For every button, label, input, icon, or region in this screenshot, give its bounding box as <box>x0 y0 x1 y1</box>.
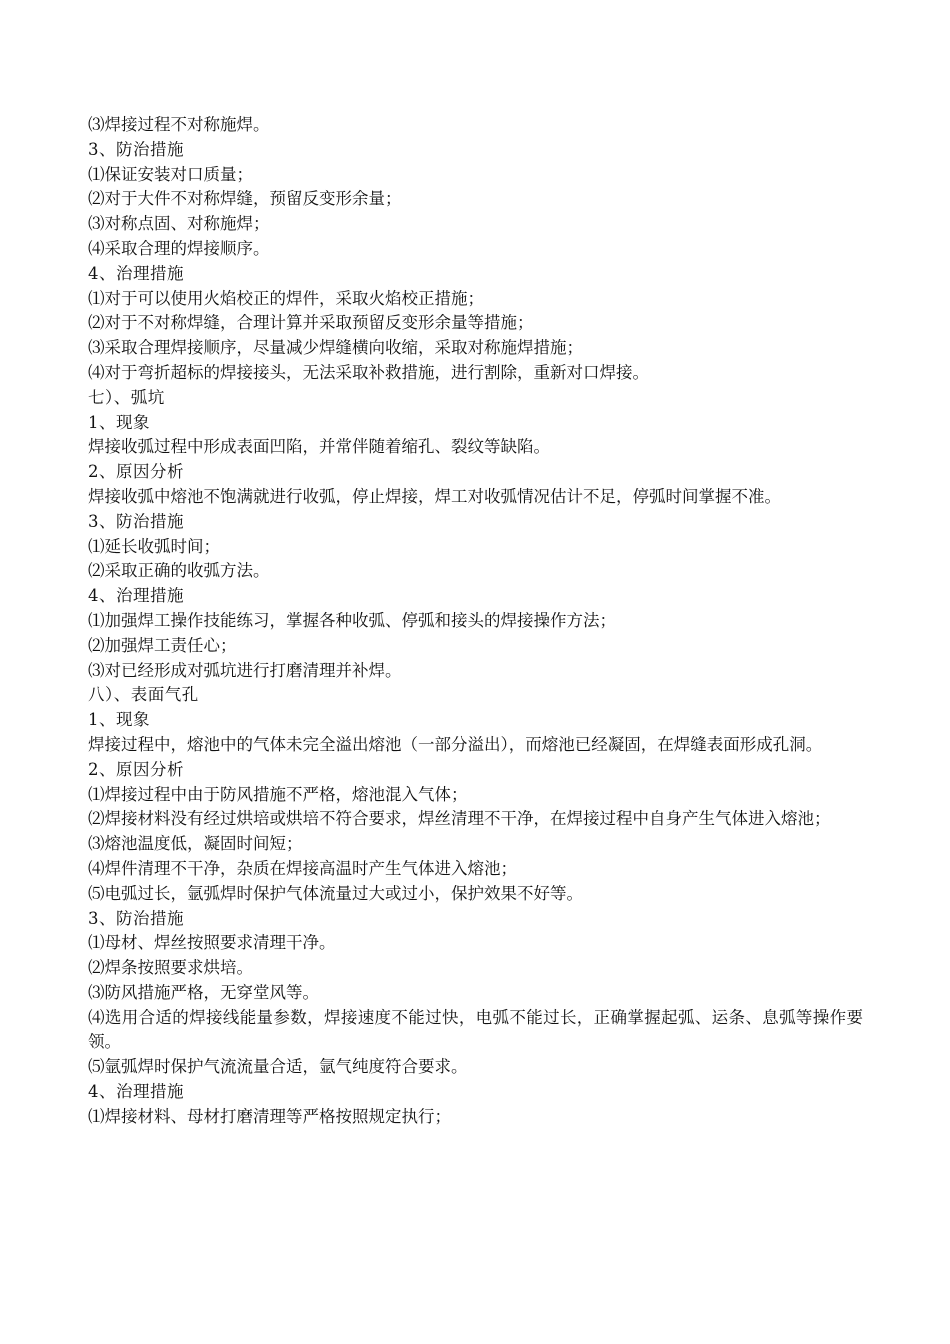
list-item: ⑵焊接材料没有经过烘培或烘培不符合要求，焊丝清理不干净，在焊接过程中自身产生气体进入熔池； <box>88 809 831 829</box>
list-item: ⑴延长收弧时间； <box>88 536 220 556</box>
section-heading: 4、治理措施 <box>88 263 184 283</box>
list-item: ⑸电弧过长，氩弧焊时保护气体流量过大或过小，保护效果不好等。 <box>88 883 583 903</box>
section-heading: 3、防治措施 <box>88 139 184 159</box>
list-item: ⑴对于可以使用火焰校正的焊件，采取火焰校正措施； <box>88 288 484 308</box>
section-heading: 3、防治措施 <box>88 908 184 928</box>
list-item: ⑸氩弧焊时保护气流流量合适，氩气纯度符合要求。 <box>88 1057 468 1077</box>
list-item: ⑴焊接过程中由于防风措施不严格，熔池混入气体； <box>88 784 468 804</box>
section-heading: 2、原因分析 <box>88 759 184 779</box>
list-item: ⑶防风措施严格，无穿堂风等。 <box>88 982 319 1002</box>
list-item: ⑵焊条按照要求烘培。 <box>88 958 253 978</box>
section-heading: 3、防治措施 <box>88 511 184 531</box>
chapter-heading: 七）、弧坑 <box>88 387 165 407</box>
list-item: ⑵采取正确的收弧方法。 <box>88 561 270 581</box>
paragraph: 焊接收弧过程中形成表面凹陷，并常伴随着缩孔、裂纹等缺陷。 <box>88 437 550 457</box>
list-item: ⑴母材、焊丝按照要求清理干净。 <box>88 933 336 953</box>
list-item: ⑵对于不对称焊缝，合理计算并采取预留反变形余量等措施； <box>88 313 534 333</box>
paragraph: 焊接收弧中熔池不饱满就进行收弧，停止焊接，焊工对收弧情况估计不足，停弧时间掌握不准。 <box>88 486 781 506</box>
section-heading: 4、治理措施 <box>88 1082 184 1102</box>
list-item: ⑶对称点固、对称施焊； <box>88 214 270 234</box>
list-item: ⑷采取合理的焊接顺序。 <box>88 238 270 258</box>
section-heading: 1、现象 <box>88 710 150 730</box>
document-page <box>88 113 863 1130</box>
list-item: ⑷选用合适的焊接线能量参数，焊接速度不能过快，电弧不能过长，正确掌握起弧、运条、息弧等操作要领。 <box>88 1007 863 1052</box>
list-item: ⑴焊接材料、母材打磨清理等严格按照规定执行； <box>88 1106 451 1126</box>
list-item: ⑶采取合理焊接顺序，尽量减少焊缝横向收缩，采取对称施焊措施； <box>88 338 583 358</box>
list-item: ⑵对于大件不对称焊缝，预留反变形余量； <box>88 189 402 209</box>
list-item: ⑶对已经形成对弧坑进行打磨清理并补焊。 <box>88 660 402 680</box>
section-heading: 1、现象 <box>88 412 150 432</box>
section-heading: 2、原因分析 <box>88 462 184 482</box>
list-item: ⑵加强焊工责任心； <box>88 635 237 655</box>
list-item: ⑷对于弯折超标的焊接接头，无法采取补救措施，进行割除，重新对口焊接。 <box>88 362 649 382</box>
list-item: ⑶焊接过程不对称施焊。 <box>88 115 270 134</box>
chapter-heading: 八）、表面气孔 <box>88 685 199 705</box>
list-item: ⑷焊件清理不干净，杂质在焊接高温时产生气体进入熔池； <box>88 858 517 878</box>
paragraph: 焊接过程中，熔池中的气体未完全溢出熔池（一部分溢出），而熔池已经凝固，在焊缝表面形成孔洞。 <box>88 734 823 754</box>
list-item: ⑴加强焊工操作技能练习，掌握各种收弧、停弧和接头的焊接操作方法； <box>88 610 616 630</box>
section-heading: 4、治理措施 <box>88 586 184 606</box>
list-item: ⑶熔池温度低，凝固时间短； <box>88 834 303 854</box>
list-item: ⑴保证安装对口质量； <box>88 164 253 184</box>
